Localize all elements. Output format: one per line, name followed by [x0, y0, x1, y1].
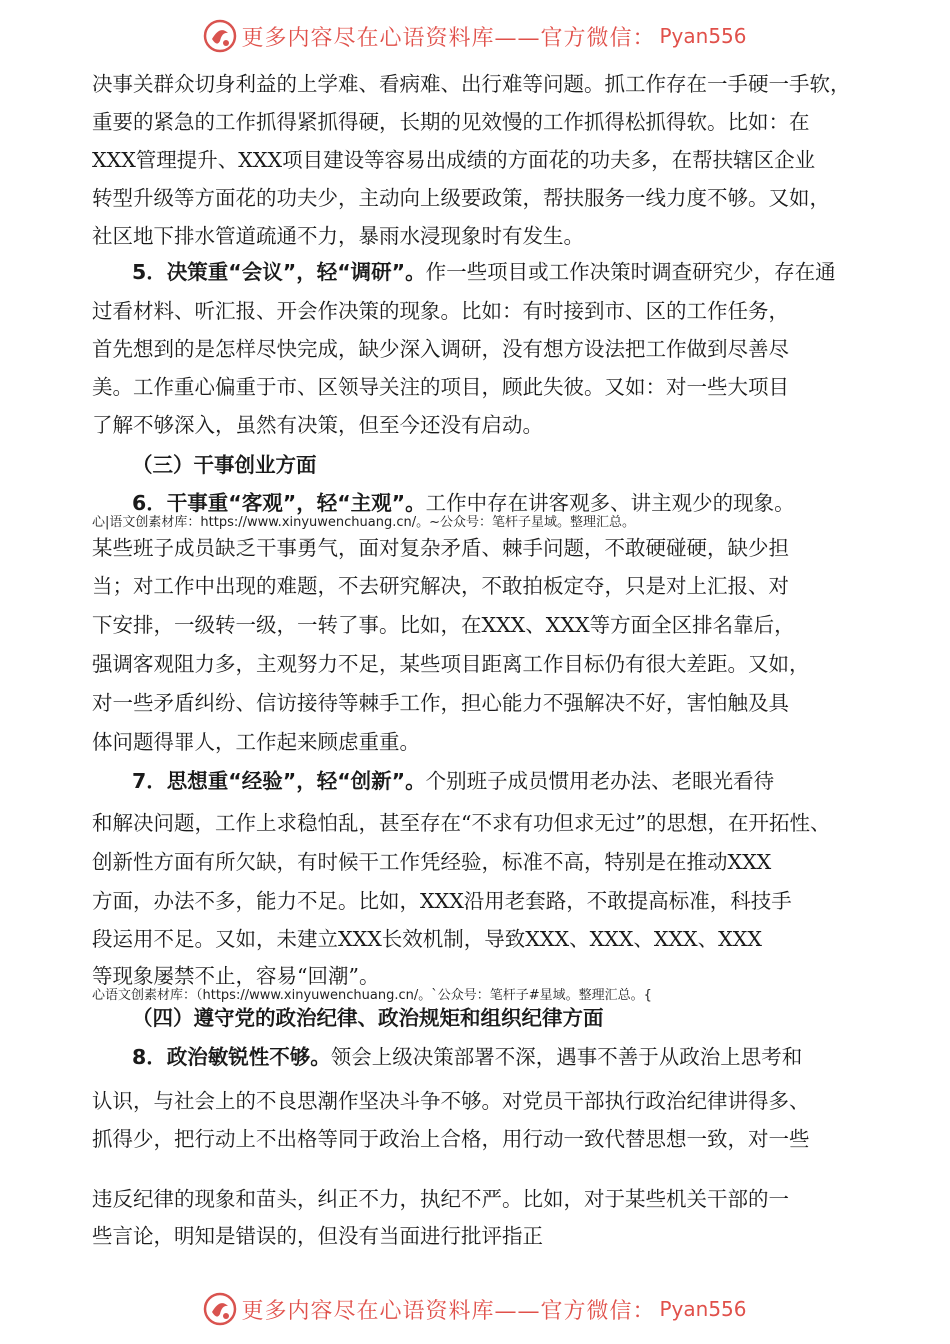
text-line: 过看材料、听汇报、开会作决策的现象。比如：有时接到市、区的工作任务，	[92, 299, 789, 323]
text-line: 转型升级等方面花的功夫少，主动向上级要政策，帮扶服务一线力度不够。又如，	[92, 186, 830, 210]
item-paragraph-8: 8．政治敏锐性不够。领会上级决策部署不深，遇事不善于从政治上思考和	[132, 1045, 803, 1069]
text-line: XXX管理提升、XXX项目建设等容易出成绩的方面花的功夫多，在帮扶辖区企业	[92, 148, 816, 172]
section-heading: （四）遵守党的政治纪律、政治规矩和组织纪律方面	[132, 1006, 604, 1030]
item-paragraph-5: 5．决策重“会议”，轻“调研”。作一些项目或工作决策时调查研究少，存在通	[132, 260, 836, 284]
item-title: 6．干事重“客观”，轻“主观”。	[132, 491, 426, 515]
item-title: 5．决策重“会议”，轻“调研”。	[132, 260, 426, 284]
text-line: 对一些矛盾纠纷、信访接待等棘手工作，担心能力不强解决不好，害怕触及具	[92, 691, 789, 715]
text-line: 创新性方面有所欠缺，有时候干工作凭经验，标准不高，特别是在推动XXX	[92, 850, 772, 874]
item-paragraph-6: 6．干事重“客观”，轻“主观”。工作中存在讲客观多、讲主观少的现象。	[132, 491, 795, 515]
item-paragraph-7: 7．思想重“经验”，轻“创新”。个别班子成员惯用老办法、老眼光看待	[132, 769, 775, 793]
logo-icon	[203, 1292, 237, 1326]
watermark-note: 心语文创素材库：（https://www.xinyuwenchuang.cn/。`公众号：笔杆子#星域。整理汇总。{	[92, 988, 652, 1003]
watermark-note: 心|语文创素材库：https://www.xinyuwenchuang.cn/。~公众号：笔杆子星域。整理汇总。	[92, 515, 636, 530]
text-line: 和解决问题，工作上求稳怕乱，甚至存在“不求有功但求无过”的思想，在开拓性、	[92, 811, 831, 835]
text-line: 违反纪律的现象和苗头，纠正不力，执纪不严。比如，对于某些机关干部的一	[92, 1187, 789, 1211]
text-line: 方面，办法不多，能力不足。比如，XXX沿用老套路，不敢提高标准，科技手	[92, 889, 792, 913]
text-line: 某些班子成员缺乏干事勇气，面对复杂矛盾、棘手问题，不敢硬碰硬，缺少担	[92, 536, 789, 560]
text-line: 美。工作重心偏重于市、区领导关注的项目，顾此失彼。又如：对一些大项目	[92, 375, 789, 399]
text-line: 社区地下排水管道疏通不力，暴雨水浸现象时有发生。	[92, 224, 584, 248]
section-heading: （三）干事创业方面	[132, 453, 317, 477]
item-title: 8．政治敏锐性不够。	[132, 1045, 331, 1069]
text-line: 等现象屡禁不止，容易“回潮”。	[92, 964, 380, 988]
text-line: 强调客观阻力多，主观努力不足，某些项目距离工作目标仍有很大差距。又如，	[92, 652, 810, 676]
text-line: 了解不够深入，虽然有决策，但至今还没有启动。	[92, 413, 543, 437]
text-line: 认识，与社会上的不良思潮作坚决斗争不够。对党员干部执行政治纪律讲得多、	[92, 1089, 810, 1113]
logo-icon	[203, 19, 237, 53]
banner-slogan: 更多内容尽在心语资料库——官方微信：	[241, 1298, 656, 1324]
banner-contact: Pyan556	[659, 24, 747, 48]
item-title: 7．思想重“经验”，轻“创新”。	[132, 769, 426, 793]
text-line: 重要的紧急的工作抓得紧抓得硬，长期的见效慢的工作抓得松抓得软。比如：在	[92, 110, 810, 134]
text-line: 体问题得罪人，工作起来顾虑重重。	[92, 730, 420, 754]
text-line: 些言论，明知是错误的，但没有当面进行批评指正	[92, 1224, 543, 1248]
banner-slogan: 更多内容尽在心语资料库——官方微信：	[241, 25, 656, 51]
text-line: 决事关群众切身利益的上学难、看病难、出行难等问题。抓工作存在一手硬一手软，	[92, 72, 851, 96]
text-line: 下安排，一级转一级，一转了事。比如，在XXX、XXX等方面全区排名靠后，	[92, 613, 795, 637]
text-line: 段运用不足。又如，未建立XXX长效机制，导致XXX、XXX、XXX、XXX	[92, 927, 762, 951]
header-banner	[0, 16, 950, 56]
footer-banner	[0, 1289, 950, 1329]
text-line: 当；对工作中出现的难题，不去研究解决，不敢拍板定夺，只是对上汇报、对	[92, 574, 789, 598]
text-line: 首先想到的是怎样尽快完成，缺少深入调研，没有想方设法把工作做到尽善尽	[92, 337, 789, 361]
banner-contact: Pyan556	[659, 1297, 747, 1321]
text-line: 抓得少，把行动上不出格等同于政治上合格，用行动一致代替思想一致，对一些	[92, 1127, 810, 1151]
